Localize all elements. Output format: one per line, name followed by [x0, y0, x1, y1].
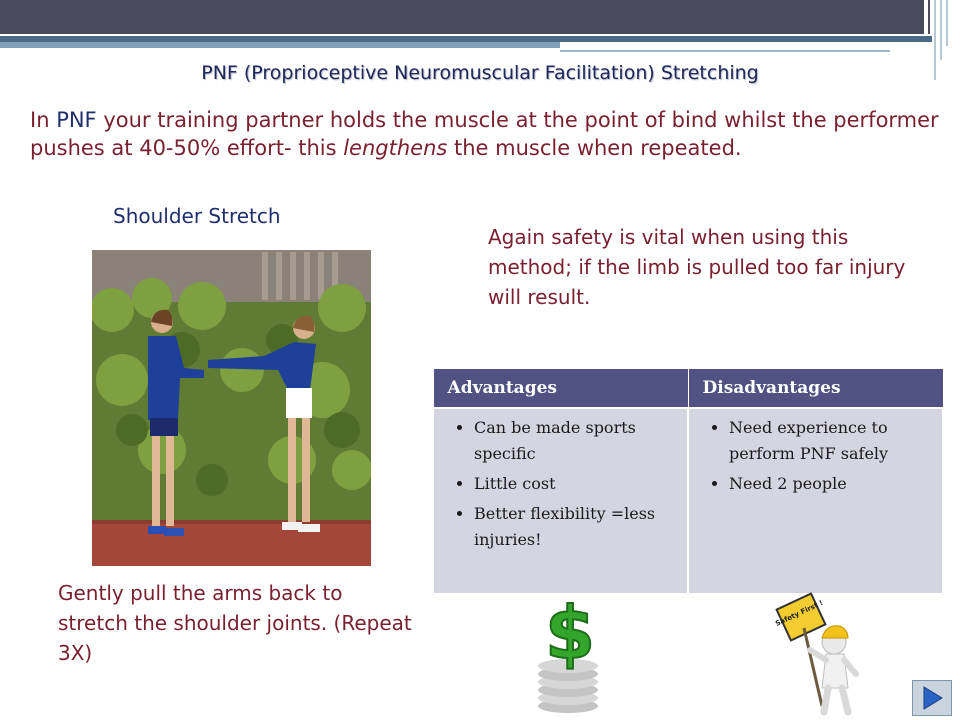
list-item: • Can be made sports specific [474, 415, 683, 467]
stretch-instruction: Gently pull the arms back to stretch the shoulder joints. (Repeat 3X) [58, 581, 412, 665]
safety-first-sign-clipart [760, 590, 888, 718]
list-item: • Need 2 people [729, 471, 938, 497]
slide-title: PNF (Proprioceptive Neuromuscular Facilitation) Stretching [201, 62, 759, 84]
list-item: • Need experience to perform PNF safely [729, 415, 938, 467]
advantages-table [432, 368, 944, 595]
dollar-coins-clipart [522, 590, 614, 716]
disadvantages-cell [688, 408, 943, 594]
safety-note: Again safety is vital when using this method; if the limb is pulled too far injury will result. [488, 225, 906, 309]
top-header-bar [0, 0, 960, 34]
next-slide-button[interactable] [912, 680, 952, 716]
advantages-cell [433, 408, 688, 594]
intro-keyword: PNF [56, 108, 97, 132]
svg-text:$: $ [544, 591, 596, 675]
intro-part-2: your training partner holds the muscle at the point of bind whilst the performer pushes at 40-50% effort- this [30, 108, 939, 160]
accent-line [560, 50, 890, 52]
advantages-list [438, 415, 683, 553]
accent-stripe-light [0, 42, 560, 48]
sign-label: Safety First ! [774, 598, 825, 628]
list-item: • Little cost [474, 471, 683, 497]
intro-emphasis: lengthens [343, 136, 448, 160]
disadvantages-list [693, 415, 938, 497]
shoulder-stretch-subtitle: Shoulder Stretch [113, 204, 281, 228]
intro-part-1: In [30, 108, 57, 132]
list-item: • Better flexibility =less injuries! [474, 501, 683, 553]
intro-text [30, 106, 945, 192]
decor-line [940, 0, 942, 60]
disadvantages-header: Disadvantages [688, 369, 943, 409]
header-bar-tail [924, 0, 960, 34]
advantages-header: Advantages [433, 369, 688, 409]
decor-line [946, 0, 948, 46]
play-triangle-icon [913, 681, 951, 715]
intro-part-3: the muscle when repeated. [447, 136, 742, 160]
shoulder-stretch-photo [92, 250, 371, 566]
